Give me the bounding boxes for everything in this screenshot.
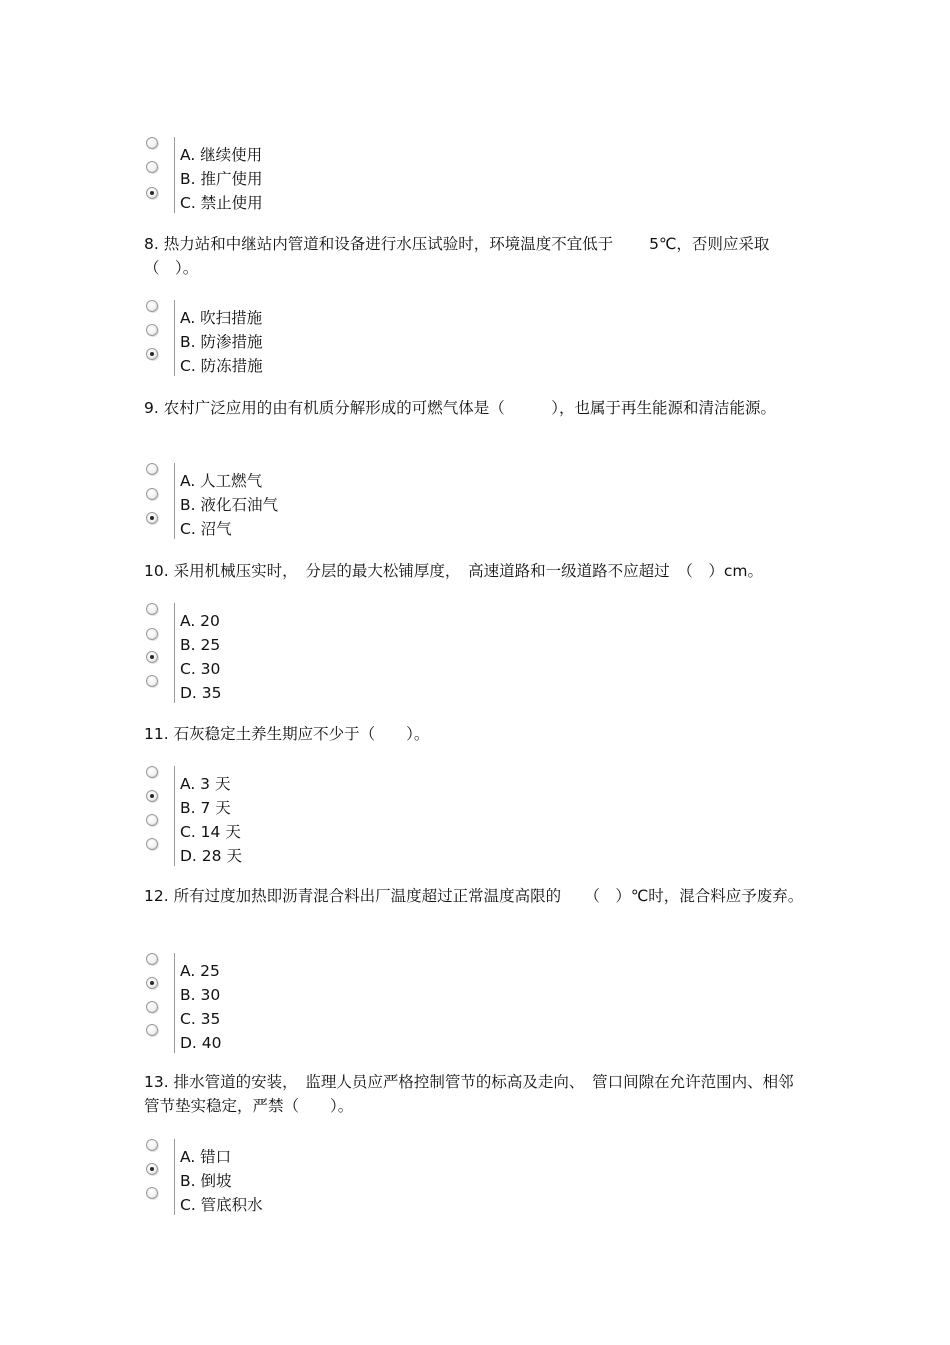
radio-button-icon[interactable] (146, 651, 158, 663)
option-label[interactable]: C. 沼气 (180, 520, 232, 538)
radio-button-icon[interactable] (146, 1139, 158, 1151)
option-label[interactable]: C. 35 (180, 1010, 221, 1028)
option-label[interactable]: A. 错口 (180, 1148, 232, 1166)
radio-button-icon[interactable] (146, 1024, 158, 1036)
option-divider-line (174, 463, 175, 539)
question-text: 13. 排水管道的安装， 监理人员应严格控制管节的标高及走向、 管口间隙在允许范围内、相邻管节垫实稳定，严禁（ ）。 (144, 1073, 794, 1115)
radio-button-icon[interactable] (146, 463, 158, 475)
radio-button-icon[interactable] (146, 348, 158, 360)
option-divider-line (174, 300, 175, 376)
option-label[interactable]: D. 35 (180, 684, 222, 702)
question-text: 8. 热力站和中继站内管道和设备进行水压试验时，环境温度不宜低于 5℃，否则应采取（ ）。 (144, 235, 770, 277)
option-label[interactable]: C. 防冻措施 (180, 357, 263, 375)
radio-button-icon[interactable] (146, 324, 158, 336)
radio-button-icon[interactable] (146, 161, 158, 173)
option-label[interactable]: C. 30 (180, 660, 221, 678)
question-text: 12. 所有过度加热即沥青混合料出厂温度超过正常温度高限的 （ ）℃时，混合料应予废弃。 (144, 887, 804, 905)
option-label[interactable]: D. 40 (180, 1034, 222, 1052)
option-label[interactable]: A. 20 (180, 612, 220, 630)
option-label[interactable]: A. 25 (180, 962, 220, 980)
radio-button-icon[interactable] (146, 675, 158, 687)
radio-button-icon[interactable] (146, 766, 158, 778)
radio-button-icon[interactable] (146, 187, 158, 199)
radio-button-icon[interactable] (146, 790, 158, 802)
radio-button-icon[interactable] (146, 603, 158, 615)
option-label[interactable]: A. 3 天 (180, 775, 231, 793)
option-divider-line (174, 766, 175, 866)
radio-button-icon[interactable] (146, 628, 158, 640)
radio-button-icon[interactable] (146, 300, 158, 312)
radio-button-icon[interactable] (146, 512, 158, 524)
option-divider-line (174, 953, 175, 1053)
radio-button-icon[interactable] (146, 1001, 158, 1013)
option-label[interactable]: A. 人工燃气 (180, 472, 263, 490)
option-label[interactable]: B. 倒坡 (180, 1172, 232, 1190)
question-text: 10. 采用机械压实时， 分层的最大松铺厚度， 高速道路和一级道路不应超过 （ ）cm。 (144, 562, 763, 580)
option-label[interactable]: B. 30 (180, 986, 221, 1004)
radio-button-icon[interactable] (146, 137, 158, 149)
radio-button-icon[interactable] (146, 977, 158, 989)
option-label[interactable]: B. 25 (180, 636, 221, 654)
radio-button-icon[interactable] (146, 1163, 158, 1175)
option-label[interactable]: B. 防渗措施 (180, 333, 263, 351)
option-label[interactable]: B. 推广使用 (180, 170, 263, 188)
option-label[interactable]: B. 7 天 (180, 799, 231, 817)
question-text: 9. 农村广泛应用的由有机质分解形成的可燃气体是（ ），也属于再生能源和清洁能源。 (144, 399, 776, 417)
radio-button-icon[interactable] (146, 488, 158, 500)
radio-button-icon[interactable] (146, 953, 158, 965)
radio-button-icon[interactable] (146, 814, 158, 826)
option-divider-line (174, 1139, 175, 1215)
option-label[interactable]: C. 14 天 (180, 823, 241, 841)
option-divider-line (174, 137, 175, 213)
option-label[interactable]: B. 液化石油气 (180, 496, 278, 514)
radio-button-icon[interactable] (146, 838, 158, 850)
question-text: 11. 石灰稳定土养生期应不少于（ ）。 (144, 725, 430, 743)
option-label[interactable]: A. 继续使用 (180, 146, 263, 164)
option-divider-line (174, 603, 175, 703)
option-label[interactable]: A. 吹扫措施 (180, 309, 263, 327)
radio-button-icon[interactable] (146, 1187, 158, 1199)
option-label[interactable]: D. 28 天 (180, 847, 242, 865)
option-label[interactable]: C. 管底积水 (180, 1196, 263, 1214)
option-label[interactable]: C. 禁止使用 (180, 194, 263, 212)
